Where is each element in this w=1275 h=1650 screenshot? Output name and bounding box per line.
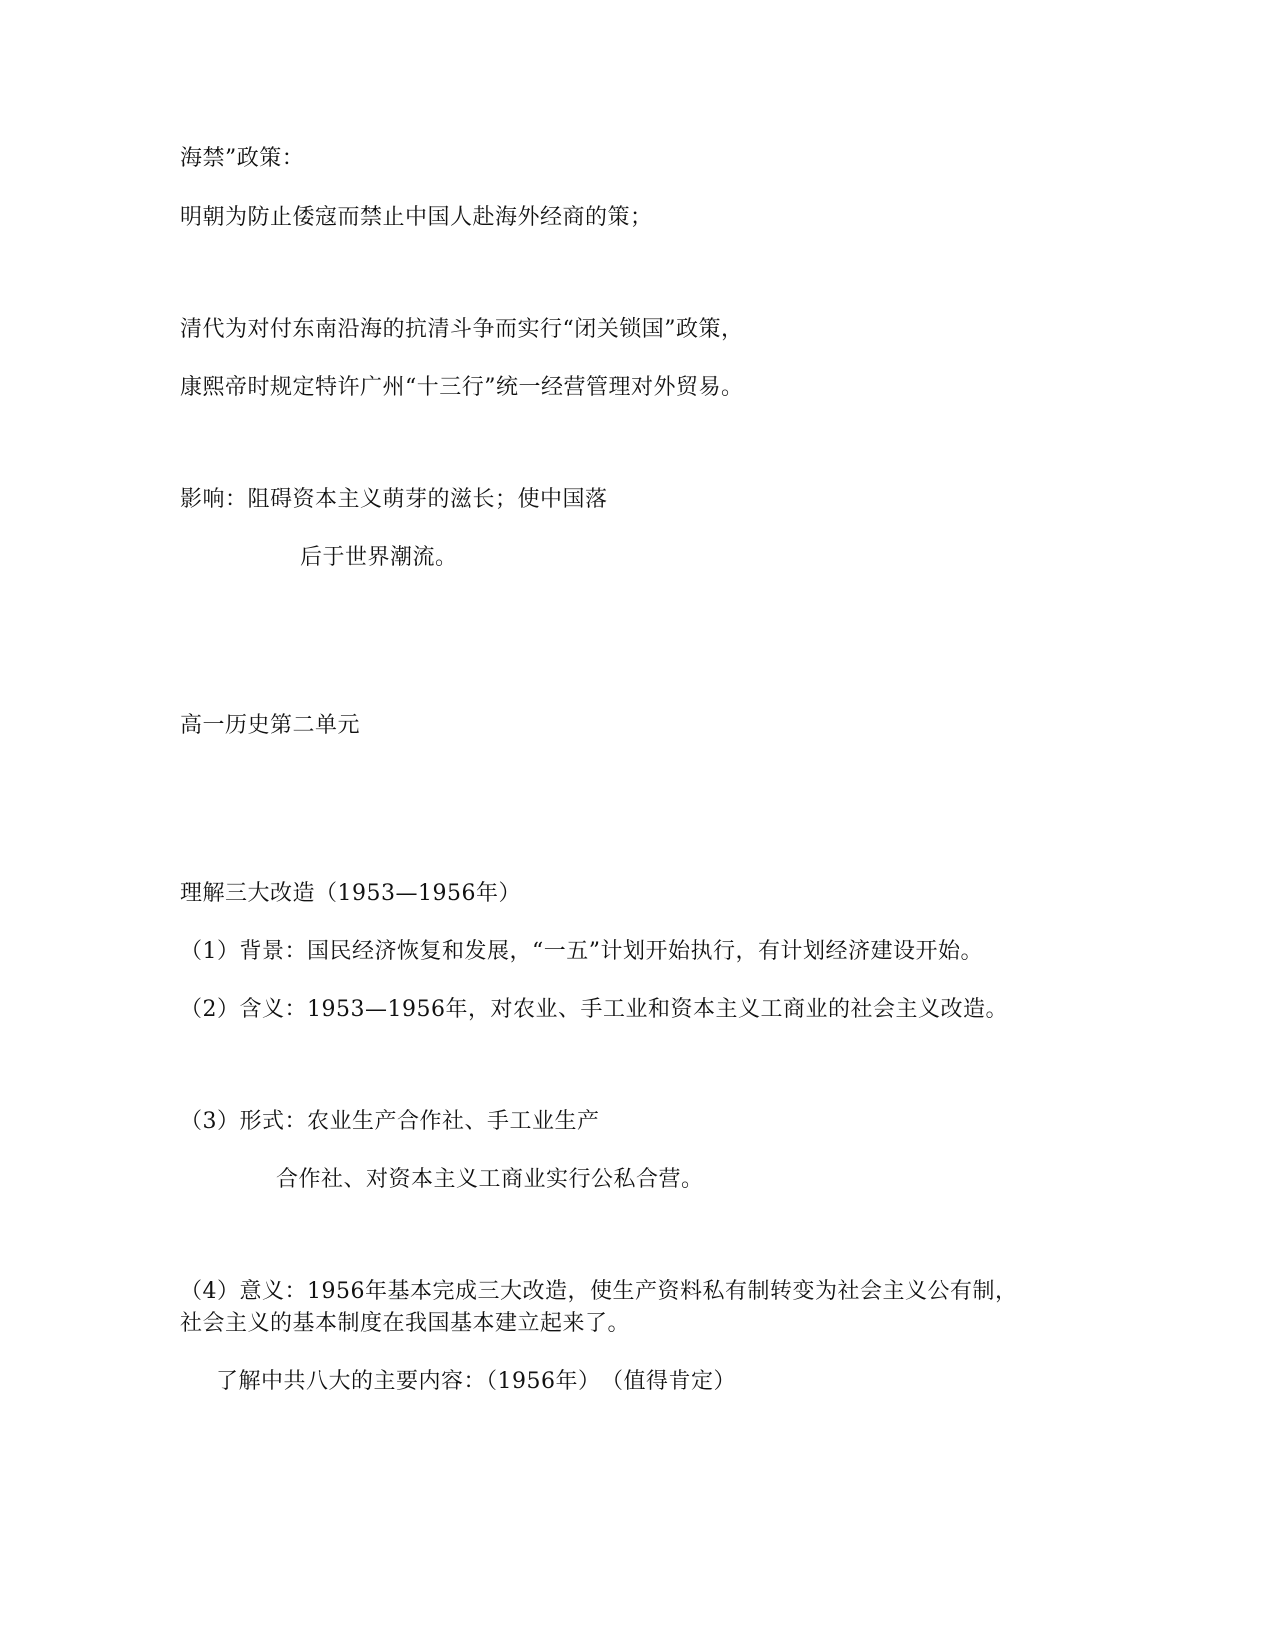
qing-policy-text: 清代为对付东南沿海的抗清斗争而实行“闭关锁国”政策， — [180, 317, 744, 342]
sea-ban-heading: 海禁”政策： — [180, 146, 305, 171]
background-text: （1）背景：国民经济恢复和发展，“一五”计划开始执行，有计划经济建设开始。 — [180, 939, 983, 964]
impact-text-line1: 影响：阻碍资本主义萌芽的滋长；使中国落 — [180, 487, 608, 512]
unit-title: 高一历史第二单元 — [180, 713, 361, 738]
kangxi-rule-text: 康熙帝时规定特许广州“十三行”统一经营管理对外贸易。 — [180, 375, 744, 400]
meaning-text: （2）含义：1953—1956年，对农业、手工业和资本主义工商业的社会主义改造。 — [180, 997, 1008, 1022]
significance-text-line1: （4）意义：1956年基本完成三大改造，使生产资料私有制转变为社会主义公有制， — [180, 1279, 1018, 1304]
form-text-line2: 合作社、对资本主义工商业实行公私合营。 — [276, 1167, 704, 1192]
three-transformations-heading: 理解三大改造（1953—1956年） — [180, 881, 521, 906]
form-text-line1: （3）形式：农业生产合作社、手工业生产 — [180, 1109, 600, 1134]
significance-text-line2: 社会主义的基本制度在我国基本建立起来了。 — [180, 1311, 631, 1336]
impact-text-line2: 后于世界潮流。 — [300, 545, 458, 570]
eighth-congress-text: 了解中共八大的主要内容：（1956年） （值得肯定） — [216, 1369, 736, 1394]
ming-policy-text: 明朝为防止倭寇而禁止中国人赴海外经商的策； — [180, 205, 653, 230]
